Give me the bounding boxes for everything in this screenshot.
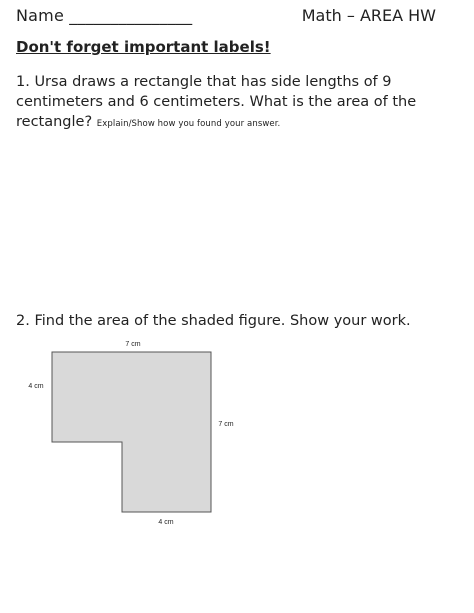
page-title: Math – AREA HW <box>301 6 436 25</box>
top-dimension-label: 7 cm <box>125 341 141 348</box>
question-1-hint: Explain/Show how you found your answer. <box>96 119 281 129</box>
question-2-text: 2. Find the area of the shaded figure. Show your work. <box>16 313 411 329</box>
question-1-text: 1. Ursa draws a rectangle that has side lengths of 9 centimeters and 6 centimeters. What is the area of the rectangle? <box>16 74 417 130</box>
bottom-dimension-label: 4 cm <box>158 519 174 526</box>
labels-reminder: Don't forget important labels! <box>16 38 271 56</box>
left-dimension-label: 4 cm <box>28 383 44 390</box>
right-dimension-label: 7 cm <box>218 421 234 428</box>
name-field-label: Name _______________ <box>16 6 193 25</box>
shaded-l-shape <box>52 352 211 512</box>
